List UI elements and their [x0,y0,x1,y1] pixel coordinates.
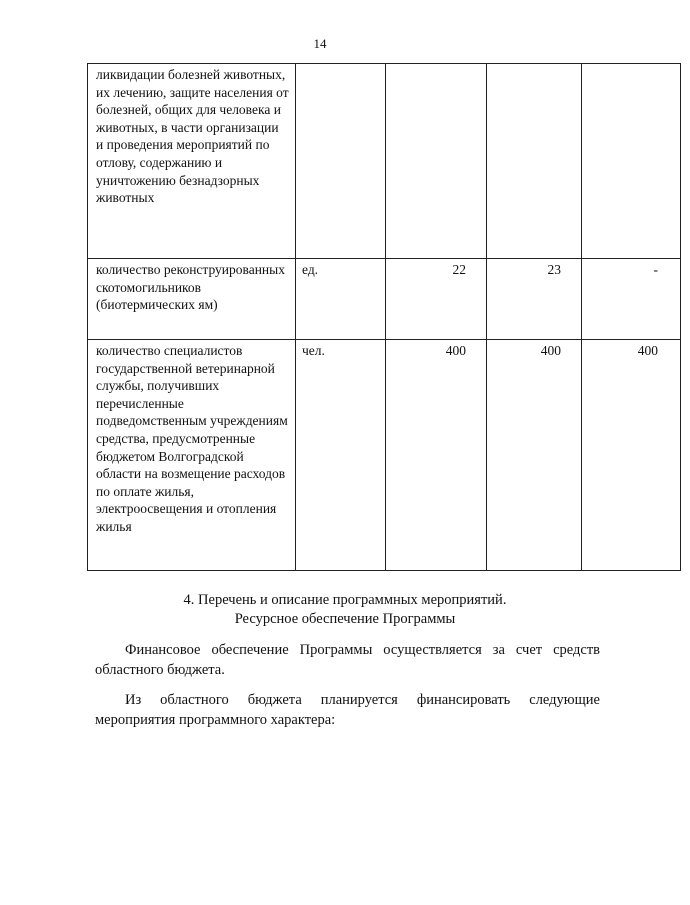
indicator-name: ликвидации болезней животных, их лечению, защите населения от болезней, общих для человека и животных, в части организации и проведения мероприятий по отлову, содержанию и уничтожению безнадзорных животных [88,64,296,259]
indicator-name: количество реконструированных скотомогильников (биотермических ям) [88,259,296,340]
indicator-unit: чел. [296,340,386,571]
section-heading [0,591,690,629]
paragraph-activities: Из областного бюджета планируется финансировать следующие мероприятия программного характера: [95,692,600,728]
indicator-unit: ед. [296,259,386,340]
indicator-value-3: - [582,259,681,340]
table-row [88,340,681,571]
section-heading-line-1: 4. Перечень и описание программных мероприятий. [183,592,507,608]
indicator-value-3 [582,64,681,259]
indicator-unit [296,64,386,259]
indicator-value-1: 22 [386,259,487,340]
indicator-value-2: 23 [487,259,582,340]
indicators-table [87,63,681,571]
page-number: 14 [313,36,327,51]
indicator-name: количество специалистов государственной ветеринарной службы, получивших перечисленные подведомственным учреждениям средства, предусмотренные бюджетом Волгоградской области на возмещение расходов по оплате жилья, электроосвещения и отопления жилья [88,340,296,571]
indicator-value-1 [386,64,487,259]
table-row [88,64,681,259]
table-row [88,259,681,340]
indicator-value-1: 400 [386,340,487,571]
indicator-value-3: 400 [582,340,681,571]
section-heading-line-2: Ресурсное обеспечение Программы [234,611,456,627]
paragraph-financing: Финансовое обеспечение Программы осуществляется за счет средств областного бюджета. [95,642,600,678]
indicator-value-2 [487,64,582,259]
indicator-value-2: 400 [487,340,582,571]
